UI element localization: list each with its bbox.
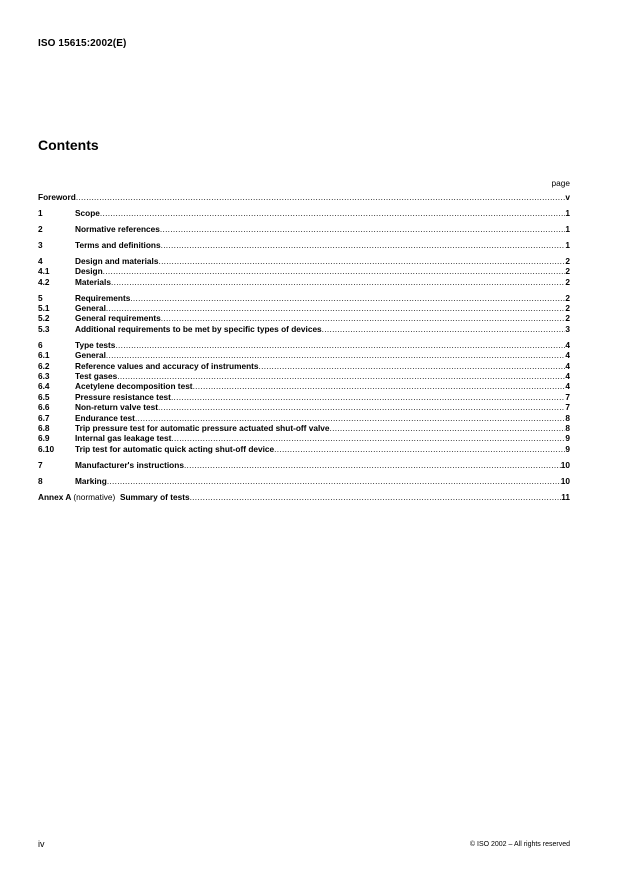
toc-dot-leader [115,340,565,350]
toc-entry-page: 7 [565,391,570,402]
toc-annex-title: Summary of tests [119,491,190,502]
toc-entry-title: Type tests [75,339,116,350]
toc-dot-leader [107,476,561,486]
toc-entry-page: 3 [565,323,570,334]
toc-entry[interactable] [38,350,570,360]
page-column-label: page [551,178,570,188]
toc-entry[interactable] [38,340,570,350]
toc-entry-page: 2 [565,313,570,324]
toc-entry-page: 4 [565,381,570,392]
toc-entry-title: Trip pressure test for automatic pressure actuated shut-off valve [75,422,330,433]
toc-entry[interactable] [38,381,570,391]
toc-entry-title: Reference values and accuracy of instruments [75,360,259,371]
toc-entry-title: Materials [75,276,111,287]
toc-entry-page: 1 [565,223,570,234]
toc-dot-leader [171,392,565,402]
toc-entry-number: 6.3 [38,371,50,382]
toc-entry[interactable] [38,256,570,266]
toc-annex-prefix: Annex A [38,491,72,502]
toc-entry-title: General [75,350,106,361]
toc-entry-title: Requirements [75,292,131,303]
toc-entry-number: 6.1 [38,350,50,361]
toc-entry-title: Pressure resistance test [75,391,171,402]
toc-dot-leader [117,371,565,381]
toc-entry-page: 2 [565,276,570,287]
toc-entry-number: 4 [38,255,43,266]
toc-entry[interactable] [38,277,570,287]
toc-entry-number: 5.3 [38,323,50,334]
toc-entry-page: 7 [565,402,570,413]
toc-entry-page: 11 [561,491,570,502]
toc-dot-leader [161,313,566,323]
toc-dot-leader [190,492,562,502]
toc-entry[interactable] [38,192,570,202]
toc-entry-page: 2 [565,292,570,303]
toc-entry-page: 9 [565,443,570,454]
toc-annex-heading [38,492,190,502]
toc-entry-title: Foreword [38,192,76,202]
toc-dot-leader [130,293,565,303]
toc-entry-page: 2 [565,266,570,277]
toc-dot-leader [259,361,566,371]
toc-entry-page: 4 [565,371,570,382]
toc-entry[interactable] [38,240,570,250]
toc-entry-number: 4.2 [38,276,50,287]
toc-entry-title: Test gases [75,371,118,382]
toc-entry-page: 10 [560,459,570,470]
toc-dot-leader [330,423,566,433]
toc-entry-number: 5.2 [38,313,50,324]
contents-title: Contents [38,137,99,153]
toc-entry[interactable] [38,392,570,402]
toc-entry[interactable] [38,402,570,412]
toc-entry[interactable] [38,313,570,323]
toc-entry-title: General requirements [75,313,161,324]
toc-entry-page: 2 [565,303,570,314]
toc-entry-number: 6.10 [38,443,55,454]
toc-dot-leader [161,240,566,250]
toc-entry-number: 3 [38,239,43,250]
table-of-contents [38,192,570,502]
toc-entry-page: 8 [565,412,570,423]
toc-entry-page: 2 [565,255,570,266]
toc-entry-page: 4 [565,360,570,371]
toc-entry-number: 6.8 [38,422,50,433]
document-header: ISO 15615:2002(E) [38,38,127,49]
toc-entry-number: 5 [38,292,43,303]
toc-entry-number: 6.4 [38,381,50,392]
toc-entry[interactable] [38,224,570,234]
toc-dot-leader [160,224,566,234]
toc-dot-leader [100,208,565,218]
toc-dot-leader [103,266,566,276]
toc-entry-page: 4 [565,350,570,361]
toc-annex-normative: (normative) [73,491,116,502]
toc-dot-leader [111,277,565,287]
toc-entry-title: Design and materials [75,255,159,266]
toc-dot-leader [193,381,566,391]
toc-entry-number: 7 [38,459,43,470]
toc-entry-title: Terms and definitions [75,239,161,250]
toc-entry[interactable] [38,423,570,433]
toc-entry-page: 8 [565,422,570,433]
toc-entry[interactable] [38,444,570,454]
toc-dot-leader [106,350,565,360]
toc-entry-number: 2 [38,223,43,234]
toc-entry-annex[interactable] [38,492,570,502]
toc-entry-title: Trip test for automatic quick acting shut-off device [75,443,275,454]
toc-entry-title: General [75,303,106,314]
toc-entry-title: Non-return valve test [75,402,158,413]
toc-dot-leader [106,303,565,313]
toc-entry-title: Internal gas leakage test [75,433,172,444]
toc-dot-leader [274,444,565,454]
toc-entry-title: Marking [75,475,107,486]
toc-dot-leader [135,413,565,423]
toc-entry-title: Acetylene decomposition test [75,381,193,392]
toc-entry-page: 9 [565,433,570,444]
toc-entry-number: 6.9 [38,433,50,444]
toc-entry-number: 6 [38,339,43,350]
toc-entry-page: 10 [560,475,570,486]
toc-entry[interactable] [38,266,570,276]
toc-entry-page: v [565,192,570,202]
toc-entry[interactable] [38,208,570,218]
toc-entry[interactable] [38,371,570,381]
toc-entry-title: Design [75,266,103,277]
toc-entry-title: Manufacturer's instructions [75,459,184,470]
toc-entry-number: 5.1 [38,303,50,314]
toc-dot-leader [171,433,565,443]
toc-entry[interactable] [38,460,570,470]
toc-entry-number: 6.5 [38,391,50,402]
toc-entry-number: 8 [38,475,43,486]
toc-entry-title: Endurance test [75,412,135,423]
toc-entry[interactable] [38,303,570,313]
toc-entry-number: 6.7 [38,412,50,423]
footer-page-number: iv [38,839,45,849]
toc-entry-title: Scope [75,207,100,218]
toc-entry-page: 1 [565,207,570,218]
toc-entry[interactable] [38,293,570,303]
toc-entry[interactable] [38,413,570,423]
toc-entry[interactable] [38,324,570,334]
toc-dot-leader [322,324,566,334]
toc-entry-number: 4.1 [38,266,50,277]
toc-entry-title: Additional requirements to be met by specific types of devices [75,323,322,334]
toc-entry-number: 1 [38,207,43,218]
toc-entry[interactable] [38,361,570,371]
toc-dot-leader [76,192,566,202]
toc-entry-page: 1 [565,239,570,250]
toc-entry-title: Normative references [75,223,160,234]
toc-dot-leader [158,256,565,266]
toc-entry-number: 6.6 [38,402,50,413]
toc-entry[interactable] [38,476,570,486]
toc-dot-leader [158,402,565,412]
footer-copyright: © ISO 2002 – All rights reserved [469,841,570,848]
toc-entry-number: 6.2 [38,360,50,371]
toc-entry[interactable] [38,433,570,443]
toc-entry-page: 4 [565,339,570,350]
toc-dot-leader [184,460,561,470]
